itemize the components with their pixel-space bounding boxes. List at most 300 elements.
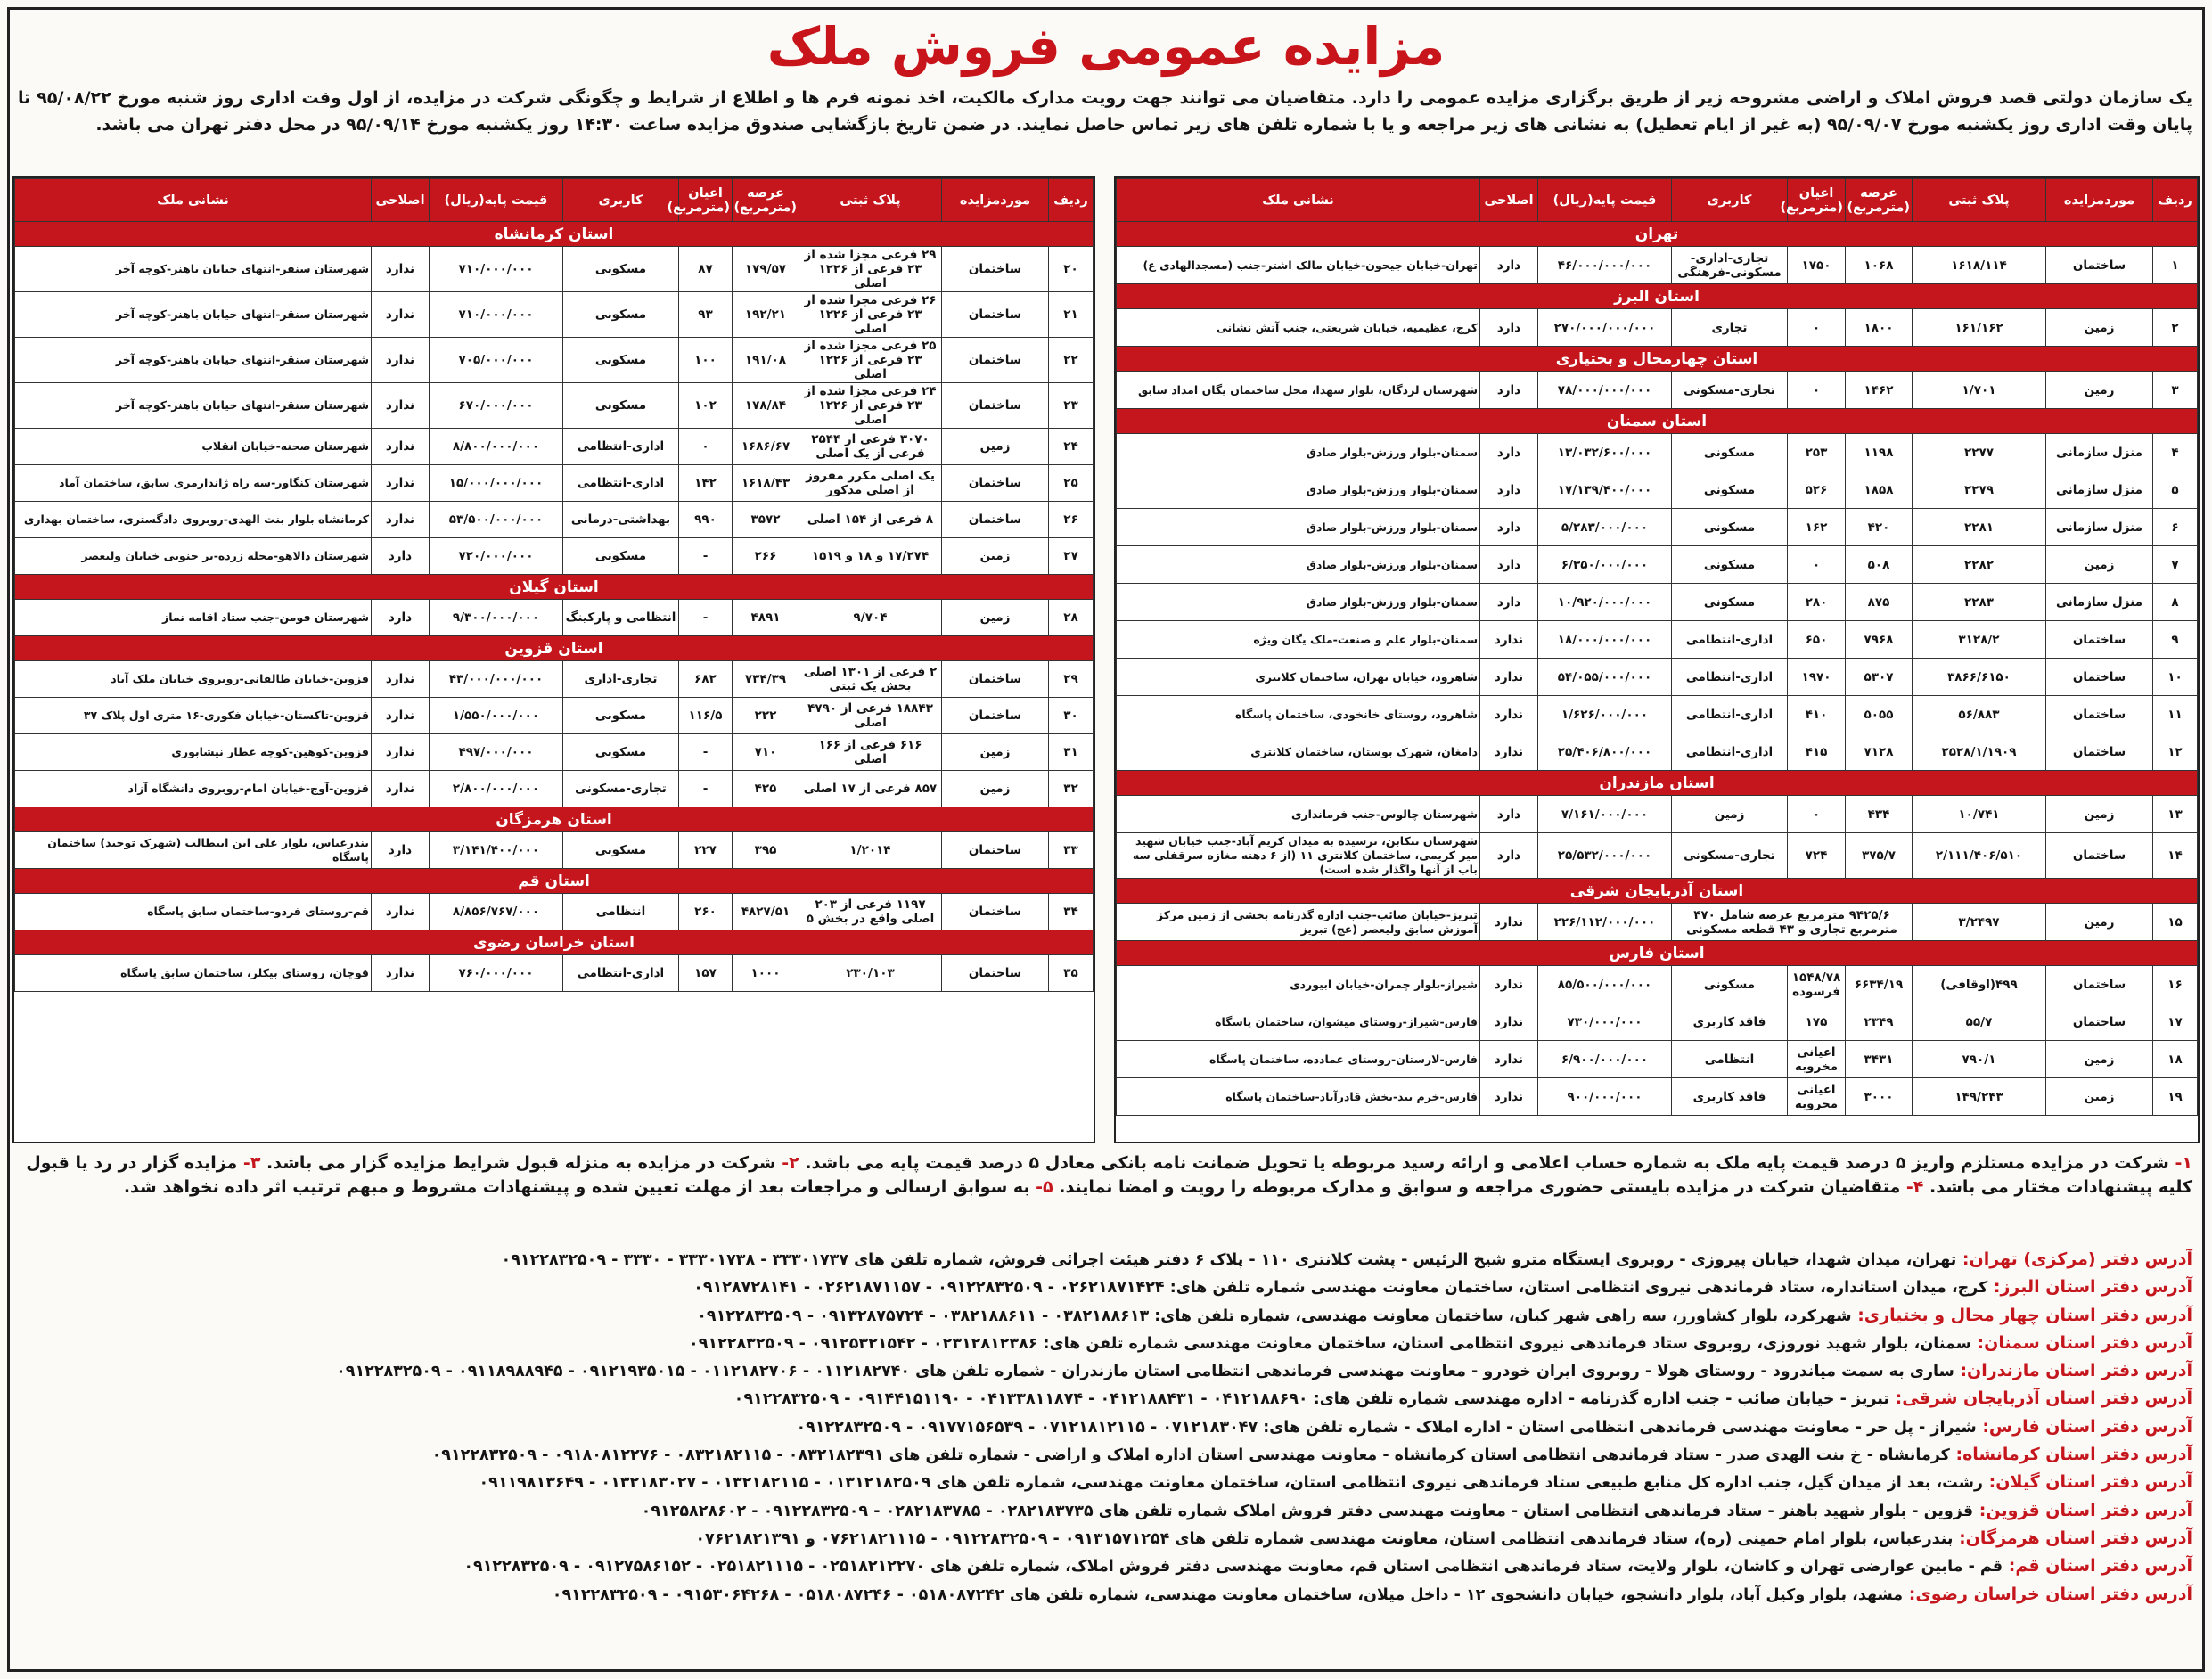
table-cell: ۲۳ bbox=[1049, 383, 1094, 429]
table-row bbox=[15, 383, 1094, 429]
table-cell: شاهرود، خیابان تهران، ساختمان کلانتری bbox=[1117, 659, 1480, 696]
table-cell: ۲۶۰ bbox=[679, 894, 733, 930]
intro-paragraph: یک سازمان دولتی قصد فروش املاک و اراضی مشروحه زیر از طریق برگزاری مزایده عمومی را دارد. متقاضیان می توانند جهت رویت مدارک مالکیت، اخذ نمونه فرم ها و اطلاع از شرایط و چگونگی شرکت در مزایده، از اول وقت اداری روز شنبه مورخ ۹۵/۰۸/۲۲ تا پایان وقت اداری روز یکشنبه مورخ ۹۵/۰۹/۰۷ (به غیر از ایام تعطیل) به نشانی های زیر مراجعه و یا با شماره تلفن های زیر تماس حاصل نمایند. در ضمن تاریخ بازگشایی صندوق مزایده ساعت ۱۴:۳۰ روز یکشنبه مورخ ۹۵/۰۹/۱۴ در محل دفتر تهران می باشد. bbox=[18, 88, 2193, 135]
province-header-row bbox=[1117, 771, 2198, 796]
table-cell: - bbox=[679, 771, 733, 807]
table-cell: ۱۳/۰۳۲/۶۰۰/۰۰۰ bbox=[1538, 434, 1672, 471]
table-cell: مسکونی bbox=[563, 292, 679, 338]
table-cell: ۳۱۲۸/۲ bbox=[1913, 621, 2046, 659]
address-label: آدرس دفتر استان چهار محال و بختیاری: bbox=[1851, 1305, 2192, 1325]
table-cell: ۶۶۳۴/۱۹ bbox=[1846, 966, 1913, 1003]
address-text: تبریز - خیابان صائب - جنب اداره گذرنامه - اداره مهندسی شماره تلفن های: ۰۴۱۲۱۸۸۶۹۰ - ۰۴۱۲۱۸۸۴۳۱ - ۰۴۱۳۳۸۱۱۸۷۴ - ۰۹۱۴۴۱۵۱۱۹۰ - ۰۹۱۲۲۸۳۲۵۰۹ bbox=[733, 1390, 1890, 1409]
table-cell: ۱/۵۵۰/۰۰۰/۰۰۰ bbox=[430, 698, 563, 734]
province-name: استان قم bbox=[15, 869, 1094, 894]
table-cell: شهرستان سنقر-انتهای خیابان باهنر-کوچه آخر bbox=[15, 383, 372, 429]
table-cell: قم-روستای فردو-ساختمان سابق پاسگاه bbox=[15, 894, 372, 930]
province-header-row bbox=[15, 807, 1094, 832]
table-cell: ۴۱۵ bbox=[1788, 733, 1846, 771]
note-text: مزایده گزار در رد یا قبول کلیه پیشنهادات مختار می باشد. bbox=[26, 1153, 2192, 1197]
table-cell: دارد bbox=[372, 538, 430, 575]
table-row bbox=[15, 771, 1094, 807]
table-cell: ۰ bbox=[1788, 546, 1846, 584]
table-row bbox=[1117, 247, 2198, 284]
address-text: شیراز - پل حر - معاونت مهندسی فرماندهی انتظامی استان - اداره املاک - شماره تلفن های: ۰۷۱۲۱۸۳۰۴۷ - ۰۷۱۲۱۸۱۲۱۱۵ - ۰۹۱۷۷۱۵۶۵۳۹ - ۰۹۱۲۲۸۳۲۵۰۹ bbox=[796, 1418, 1977, 1437]
table-cell: دارد bbox=[1480, 584, 1538, 621]
table-cell: ۳۸۶۶/۶۱۵۰ bbox=[1913, 659, 2046, 696]
table-cell: ۳۲ bbox=[1049, 771, 1094, 807]
table-row bbox=[15, 698, 1094, 734]
table-cell: ۲۲۷۹ bbox=[1913, 471, 2046, 509]
table-cell: اعیانی مخروبه bbox=[1788, 1041, 1846, 1078]
table-cell: شهرستان فومن-جنب ستاد اقامه نماز bbox=[15, 600, 372, 636]
table-header bbox=[1117, 179, 2198, 222]
table-cell: ندارد bbox=[372, 292, 430, 338]
table-row bbox=[15, 734, 1094, 771]
table-cell: ۷۸/۰۰۰/۰۰۰/۰۰۰ bbox=[1538, 372, 1672, 409]
table-cell: ۴۶/۰۰۰/۰۰۰/۰۰۰ bbox=[1538, 247, 1672, 284]
table-row bbox=[1117, 434, 2198, 471]
table-cell: ۱۸۵۸ bbox=[1846, 471, 1913, 509]
table-cell: ۲۶ bbox=[1049, 502, 1094, 538]
note-item bbox=[260, 1153, 799, 1173]
table-cell: ۲/۱۱۱/۴۰۶/۵۱۰ bbox=[1913, 833, 2046, 879]
table-cell: ۰ bbox=[679, 429, 733, 465]
table-cell: ساختمان bbox=[942, 832, 1049, 869]
table-cell: کرمانشاه بلوار بنت الهدی-روبروی دادگستری، ساختمان بهداری bbox=[15, 502, 372, 538]
note-number: ۲- bbox=[775, 1153, 799, 1173]
table-cell: ۸/۸۵۶/۷۶۷/۰۰۰ bbox=[430, 894, 563, 930]
table-cell: ۳۵۷۲ bbox=[733, 502, 799, 538]
table-cell: ۲۶۶ bbox=[733, 538, 799, 575]
table-cell: ۴۹۹(اوقافی) bbox=[1913, 966, 2046, 1003]
table-cell: زمین bbox=[2046, 372, 2153, 409]
table-cell: ۱۱۶/۵ bbox=[679, 698, 733, 734]
table-cell: دارد bbox=[1480, 471, 1538, 509]
province-name: استان کرمانشاه bbox=[15, 222, 1094, 247]
table-cell: زمین bbox=[2046, 309, 2153, 347]
table-row bbox=[15, 338, 1094, 383]
table-cell: ۴۸۹۱ bbox=[733, 600, 799, 636]
column-header: ردیف bbox=[1049, 179, 1094, 222]
table-cell: ساختمان bbox=[2046, 696, 2153, 733]
column-header: اصلاحی bbox=[372, 179, 430, 222]
address-line bbox=[18, 1385, 2192, 1413]
province-header-row bbox=[15, 575, 1094, 600]
province-name: تهران bbox=[1117, 222, 2198, 247]
table-cell: ۴ bbox=[2153, 434, 2198, 471]
table-row bbox=[1117, 584, 2198, 621]
table-cell: ۵۶/۸۸۳ bbox=[1913, 696, 2046, 733]
table-cell: ندارد bbox=[1480, 966, 1538, 1003]
table-cell: ساختمان bbox=[942, 383, 1049, 429]
table-cell: مسکونی bbox=[1672, 471, 1788, 509]
table-cell: ۱۹۱/۰۸ bbox=[733, 338, 799, 383]
table-cell: مسکونی bbox=[563, 383, 679, 429]
table-cell: ساختمان bbox=[2046, 247, 2153, 284]
table-cell: ندارد bbox=[372, 734, 430, 771]
table-cell: ۱۷۹/۵۷ bbox=[733, 247, 799, 292]
table-cell: قزوین-تاکستان-خیابان فکوری-۱۶ متری اول پلاک ۳۷ bbox=[15, 698, 372, 734]
table-cell: ندارد bbox=[372, 429, 430, 465]
table-cell: ۱۸/۰۰۰/۰۰۰/۰۰۰ bbox=[1538, 621, 1672, 659]
table-row bbox=[1117, 904, 2198, 941]
table-cell: ۱۴۹/۲۴۳ bbox=[1913, 1078, 2046, 1116]
province-header-row bbox=[1117, 284, 2198, 309]
table-cell: ۲۹ bbox=[1049, 661, 1094, 698]
province-name: استان البرز bbox=[1117, 284, 2198, 309]
table-cell: ندارد bbox=[1480, 621, 1538, 659]
table-cell: ۵۲۶ bbox=[1788, 471, 1846, 509]
table-cell: ۶/۹۰۰/۰۰۰/۰۰۰ bbox=[1538, 1041, 1672, 1078]
table-cell: سمنان-بلوار ورزش-بلوار صادق bbox=[1117, 584, 1480, 621]
table-cell: ۲۷ bbox=[1049, 538, 1094, 575]
note-item bbox=[124, 1177, 1053, 1197]
address-label: آدرس دفتر استان آذربایجان شرقی: bbox=[1889, 1388, 2192, 1409]
table-cell: ۲۵ فرعی مجزا شده از ۲۳ فرعی از ۱۲۲۶ اصلی bbox=[799, 338, 942, 383]
table-cell: تجاری-اداری-مسکونی-فرهنگی bbox=[1672, 247, 1788, 284]
table-cell: منزل سازمانی bbox=[2046, 509, 2153, 546]
province-header-row bbox=[1117, 347, 2198, 372]
table-cell: ۵ bbox=[2153, 471, 2198, 509]
table-cell: مسکونی bbox=[1672, 509, 1788, 546]
table-cell: ۴۳/۰۰۰/۰۰۰/۰۰۰ bbox=[430, 661, 563, 698]
table-row bbox=[1117, 372, 2198, 409]
table-cell: ساختمان bbox=[942, 292, 1049, 338]
table-cell: ۷۱۰ bbox=[733, 734, 799, 771]
table-cell: ۵۵/۷ bbox=[1913, 1003, 2046, 1041]
table-cell: ۷۲۴ bbox=[1788, 833, 1846, 879]
table-cell: ۱۸۰۰ bbox=[1846, 309, 1913, 347]
table-cell: ۹۹۰ bbox=[679, 502, 733, 538]
address-label: آدرس دفتر استان مازندران: bbox=[1954, 1361, 2192, 1381]
table-cell: ۷/۱۶۱/۰۰۰/۰۰۰ bbox=[1538, 796, 1672, 833]
column-header: قیمت پایه(ریال) bbox=[430, 179, 563, 222]
table-cell: سمنان-بلوار علم و صنعت-ملک یگان ویژه bbox=[1117, 621, 1480, 659]
table-cell: مسکونی bbox=[1672, 966, 1788, 1003]
table-cell: منزل سازمانی bbox=[2046, 584, 2153, 621]
address-label: آدرس دفتر (مرکزی) تهران: bbox=[1956, 1249, 2192, 1269]
table-cell: ۴۸۲۷/۵۱ bbox=[733, 894, 799, 930]
table-cell: ۵/۲۸۳/۰۰۰/۰۰۰ bbox=[1538, 509, 1672, 546]
address-text: سمنان، بلوار شهید نوروزی، روبروی ستاد فرماندهی نیروی انتظامی استان، ساختمان معاونت مهندسی شماره تلفن های: ۰۲۳۱۲۸۱۲۳۸۶ - ۰۹۱۲۵۳۲۱۵۴۲ - ۰۹۱۲۲۸۳۲۵۰۹ bbox=[689, 1334, 1971, 1353]
table-cell: ساختمان bbox=[942, 955, 1049, 992]
table-cell: اداری-انتظامی bbox=[563, 429, 679, 465]
address-label: آدرس دفتر استان قزوین: bbox=[1973, 1500, 2192, 1520]
table-cell: ۱۰/۷۴۱ bbox=[1913, 796, 2046, 833]
table-cell: ۴۳۴ bbox=[1846, 796, 1913, 833]
address-line bbox=[18, 1497, 2192, 1525]
table-cell: ۲۲۶/۱۱۲/۰۰۰/۰۰۰ bbox=[1538, 904, 1672, 941]
column-header: عرصه (مترمربع) bbox=[733, 179, 799, 222]
ad-title: مزایده عمومی فروش ملک bbox=[766, 16, 1446, 77]
table-cell: ندارد bbox=[1480, 904, 1538, 941]
table-cell: منزل سازمانی bbox=[2046, 471, 2153, 509]
table-cell: شهرستان سنقر-انتهای خیابان باهنر-کوچه آخر bbox=[15, 338, 372, 383]
table-cell: ۳۱ bbox=[1049, 734, 1094, 771]
table-cell: ۱۱ bbox=[2153, 696, 2198, 733]
table-cell: ۳/۱۴۱/۴۰۰/۰۰۰ bbox=[430, 832, 563, 869]
table-cell: ۳۰۷۰ فرعی از ۲۵۴۴ فرعی از یک اصلی bbox=[799, 429, 942, 465]
table-cell: ۱۴۶۲ bbox=[1846, 372, 1913, 409]
table-cell: ۷ bbox=[2153, 546, 2198, 584]
column-header: اعیان (مترمربع) bbox=[679, 179, 733, 222]
table-cell: ۳/۲۴۹۷ bbox=[1913, 904, 2046, 941]
table-cell: ۱۷/۲۷۴ و ۱۸ و ۱۵۱۹ bbox=[799, 538, 942, 575]
table-cell: ۲۵ bbox=[1049, 465, 1094, 502]
table-cell: ساختمان bbox=[2046, 621, 2153, 659]
table-cell: ۶۷۰/۰۰۰/۰۰۰ bbox=[430, 383, 563, 429]
column-header: موردمزایده bbox=[942, 179, 1049, 222]
table-cell: ۱۶۱۸/۱۱۴ bbox=[1913, 247, 2046, 284]
table-cell: ۱/۷۰۱ bbox=[1913, 372, 2046, 409]
province-header-row bbox=[15, 636, 1094, 661]
table-cell: ۱۳ bbox=[2153, 796, 2198, 833]
address-line bbox=[18, 1525, 2192, 1552]
table-cell: ۱۷۵۰ bbox=[1788, 247, 1846, 284]
table-cell: ۱۰/۹۲۰/۰۰۰/۰۰۰ bbox=[1538, 584, 1672, 621]
address-label: آدرس دفتر استان خراسان رضوی: bbox=[1903, 1584, 2192, 1604]
table-cell: ۸۵/۵۰۰/۰۰۰/۰۰۰ bbox=[1538, 966, 1672, 1003]
table-cell: شهرستان تنکابن، نرسیده به میدان کریم آباد-جنب خیابان شهید میر کریمی، ساختمان کلانتری ۱۱ (از ۶ دهنه مغازه سرقفلی سه باب از آنها واگذار شده است) bbox=[1117, 833, 1480, 879]
table-cell: ۱۶۱۸/۴۳ bbox=[733, 465, 799, 502]
table-cell: ۳۳ bbox=[1049, 832, 1094, 869]
table-cell: سمنان-بلوار ورزش-بلوار صادق bbox=[1117, 434, 1480, 471]
province-name: استان قزوین bbox=[15, 636, 1094, 661]
table-cell: ۲۶ فرعی مجزا شده از ۲۳ فرعی از ۱۲۲۶ اصلی bbox=[799, 292, 942, 338]
table-cell: ۲۳۴۹ bbox=[1846, 1003, 1913, 1041]
table-cell: دارد bbox=[1480, 247, 1538, 284]
table-cell: بهداشتی-درمانی bbox=[563, 502, 679, 538]
auction-table-right bbox=[1116, 178, 2198, 1116]
table-cell: سمنان-بلوار ورزش-بلوار صادق bbox=[1117, 471, 1480, 509]
table-cell: سمنان-بلوار ورزش-بلوار صادق bbox=[1117, 546, 1480, 584]
address-line bbox=[18, 1469, 2192, 1496]
column-header: نشانی ملک bbox=[1117, 179, 1480, 222]
table-row bbox=[1117, 509, 2198, 546]
table-cell: دارد bbox=[1480, 434, 1538, 471]
province-header-row bbox=[1117, 879, 2198, 904]
table-row bbox=[1117, 546, 2198, 584]
province-name: استان خراسان رضوی bbox=[15, 930, 1094, 955]
table-cell: ساختمان bbox=[2046, 1003, 2153, 1041]
table-cell: زمین bbox=[2046, 546, 2153, 584]
table-cell: ساختمان bbox=[942, 502, 1049, 538]
table-cell: منزل سازمانی bbox=[2046, 434, 2153, 471]
table-cell: تبریز-خیابان صائب-جنب اداره گذرنامه بخشی از زمین مرکز آموزش سابق ولیعصر (عج) تبریز bbox=[1117, 904, 1480, 941]
table-cell: ۷۶۰/۰۰۰/۰۰۰ bbox=[430, 955, 563, 992]
table-cell: ۹ bbox=[2153, 621, 2198, 659]
table-cell: شهرستان دالاهو-محله زرده-بر جنوبی خیابان ولیعصر bbox=[15, 538, 372, 575]
address-text: شهرکرد، بلوار کشاورز، سه راهی شهر کیان، ساختمان معاونت مهندسی، شماره تلفن های: ۰۳۸۲۱۸۸۶۱۳ - ۰۳۸۲۱۸۸۶۱۱ - ۰۹۱۳۲۸۷۵۷۲۴ - ۰۹۱۲۲۸۳۲۵۰۹ bbox=[697, 1306, 1852, 1325]
column-header: عرصه (مترمربع) bbox=[1846, 179, 1913, 222]
table-cell: - bbox=[679, 538, 733, 575]
conditions-notes bbox=[18, 1151, 2192, 1200]
table-cell: ندارد bbox=[372, 698, 430, 734]
address-text: مشهد، بلوار وکیل آباد، بلوار دانشجو، خیابان دانشجوی ۱۲ - داخل میلان، ساختمان معاونت مهندسی، شماره تلفن های ۰۵۱۸۰۸۷۲۴۲ - ۰۵۱۸۰۸۷۲۴۶ - ۰۹۱۵۳۰۶۴۲۶۸ - ۰۹۱۲۲۸۳۲۵۰۹ bbox=[552, 1585, 1904, 1604]
table-cell: مسکونی bbox=[1672, 434, 1788, 471]
table-cell: ۱۷ bbox=[2153, 1003, 2198, 1041]
column-header: اصلاحی bbox=[1480, 179, 1538, 222]
table-cell: ۲۲۸۳ bbox=[1913, 584, 2046, 621]
province-name: استان آذربایجان شرقی bbox=[1117, 879, 2198, 904]
table-cell: ۲۲۸۲ bbox=[1913, 546, 2046, 584]
table-row bbox=[15, 832, 1094, 869]
table-cell: شهرستان کنگاور-سه راه ژاندارمری سابق، ساختمان آماد bbox=[15, 465, 372, 502]
province-header-row bbox=[15, 930, 1094, 955]
table-cell: زمین bbox=[942, 538, 1049, 575]
note-text: شرکت در مزایده به منزله قبول شرایط مزایده گزار می باشد. bbox=[260, 1153, 776, 1173]
table-cell: ساختمان bbox=[942, 698, 1049, 734]
table-cell: ۱۸۸۴۳ فرعی از ۴۷۹۰ اصلی bbox=[799, 698, 942, 734]
table-cell: ۷۲۰/۰۰۰/۰۰۰ bbox=[430, 538, 563, 575]
address-line bbox=[18, 1274, 2192, 1301]
table-cell: ۱۷۵ bbox=[1788, 1003, 1846, 1041]
table-cell: ۶۵۰ bbox=[1788, 621, 1846, 659]
note-number: ۱- bbox=[2168, 1153, 2192, 1173]
table-cell: ساختمان bbox=[942, 338, 1049, 383]
table-cell: ۱۶۲ bbox=[1788, 509, 1846, 546]
table-cell: قوچان، روستای بیکلر، ساختمان سابق پاسگاه bbox=[15, 955, 372, 992]
table-cell: انتظامی و پارکینگ bbox=[563, 600, 679, 636]
address-line bbox=[18, 1413, 2192, 1441]
table-cell: ۲ فرعی از ۱۳۰۱ اصلی بخش یک ثبتی bbox=[799, 661, 942, 698]
table-cell: زمین bbox=[942, 429, 1049, 465]
table-cell: ۱ bbox=[2153, 247, 2198, 284]
table-row bbox=[1117, 471, 2198, 509]
table-cell: زمین bbox=[2046, 904, 2153, 941]
table-cell: مسکونی bbox=[563, 832, 679, 869]
table-cell: ۹/۷۰۴ bbox=[799, 600, 942, 636]
table-cell: ۸۷ bbox=[679, 247, 733, 292]
table-cell: ۷۹۶۸ bbox=[1846, 621, 1913, 659]
table-cell: ۱۰۲ bbox=[679, 383, 733, 429]
table-cell: ساختمان bbox=[2046, 659, 2153, 696]
province-header-row bbox=[15, 222, 1094, 247]
table-cell: ۲۲۷۷ bbox=[1913, 434, 2046, 471]
address-label: آدرس دفتر استان سمنان: bbox=[1970, 1332, 2192, 1353]
table-row bbox=[15, 292, 1094, 338]
table-cell: ۱۰۶۸ bbox=[1846, 247, 1913, 284]
table-cell: ندارد bbox=[1480, 659, 1538, 696]
table-row bbox=[15, 429, 1094, 465]
table-cell: - bbox=[679, 600, 733, 636]
table-cell: فاقد کاربری bbox=[1672, 1078, 1788, 1116]
table-cell: مسکونی bbox=[563, 734, 679, 771]
table-row bbox=[1117, 733, 2198, 771]
table-cell: ندارد bbox=[372, 955, 430, 992]
province-name: استان گیلان bbox=[15, 575, 1094, 600]
column-header: کاربری bbox=[563, 179, 679, 222]
address-label: آدرس دفتر استان کرمانشاه: bbox=[1949, 1445, 2192, 1465]
table-row bbox=[1117, 1003, 2198, 1041]
table-cell: ۹۴۲۵/۶ مترمربع عرصه شامل ۴۷۰ مترمربع تجاری و ۴۳ قطعه مسکونی bbox=[1672, 904, 1913, 941]
table-cell: ساختمان bbox=[2046, 733, 2153, 771]
column-header: ردیف bbox=[2153, 179, 2198, 222]
table-cell: ندارد bbox=[372, 338, 430, 383]
note-text: شرکت در مزایده مستلزم واریز ۵ درصد قیمت پایه ملک به شماره حساب اعلامی و ارائه رسید مربوطه یا تحویل ضمانت نامه بانکی معادل ۵ درصد قیمت پایه می باشد. bbox=[799, 1153, 2169, 1173]
table-cell: ندارد bbox=[372, 465, 430, 502]
table-cell: ۹۰۰/۰۰۰/۰۰۰ bbox=[1538, 1078, 1672, 1116]
table-cell: دارد bbox=[1480, 796, 1538, 833]
note-text: به سوابق ارسالی و مراجعات بعد از مهلت تعیین شده و پیشنهادات مشروط و مبهم ترتیب اثر داده نخواهد شد. bbox=[123, 1177, 1030, 1197]
table-cell: ۱۷۸/۸۴ bbox=[733, 383, 799, 429]
table-cell: شاهرود، روستای خانخودی، ساختمان پاسگاه bbox=[1117, 696, 1480, 733]
table-cell: ۲۵۳ bbox=[1788, 434, 1846, 471]
table-row bbox=[15, 894, 1094, 930]
table-cell: ۳۹۵ bbox=[733, 832, 799, 869]
table-cell: ندارد bbox=[1480, 696, 1538, 733]
table-cell: ۳۵ bbox=[1049, 955, 1094, 992]
table-cell: یک اصلی مکرر مفروز از اصلی مذکور bbox=[799, 465, 942, 502]
table-row bbox=[1117, 796, 2198, 833]
table-row bbox=[15, 955, 1094, 992]
table-cell: دامغان، شهرک بوستان، ساختمان کلانتری bbox=[1117, 733, 1480, 771]
table-cell: ندارد bbox=[372, 771, 430, 807]
table-cell: دارد bbox=[372, 600, 430, 636]
address-line bbox=[18, 1302, 2192, 1330]
table-cell: فارس-لارستان-روستای عمادده، ساختمان پاسگاه bbox=[1117, 1041, 1480, 1078]
table-cell: ۶/۳۵۰/۰۰۰/۰۰۰ bbox=[1538, 546, 1672, 584]
table-cell: ندارد bbox=[372, 894, 430, 930]
table-cell: مسکونی bbox=[1672, 584, 1788, 621]
table-cell: دارد bbox=[1480, 509, 1538, 546]
table-cell: ۲۵/۵۳۲/۰۰۰/۰۰۰ bbox=[1538, 833, 1672, 879]
table-row bbox=[1117, 659, 2198, 696]
table-cell: ۲/۸۰۰/۰۰۰/۰۰۰ bbox=[430, 771, 563, 807]
table-cell: ۷۰۵/۰۰۰/۰۰۰ bbox=[430, 338, 563, 383]
table-cell: ۲۴ bbox=[1049, 429, 1094, 465]
table-cell: ۳ bbox=[2153, 372, 2198, 409]
table-row bbox=[1117, 309, 2198, 347]
table-cell: زمین bbox=[2046, 1078, 2153, 1116]
table-cell: ساختمان bbox=[942, 247, 1049, 292]
column-header: قیمت پایه(ریال) bbox=[1538, 179, 1672, 222]
table-cell: ۲۴ فرعی مجزا شده از ۲۳ فرعی از ۱۲۲۶ اصلی bbox=[799, 383, 942, 429]
table-cell: ۶۱۶ فرعی از ۱۶۶ اصلی bbox=[799, 734, 942, 771]
table-cell: شهرستان چالوس-جنب فرمانداری bbox=[1117, 796, 1480, 833]
table-cell: ۲۲۷ bbox=[679, 832, 733, 869]
table-cell: ۵۳/۵۰۰/۰۰۰/۰۰۰ bbox=[430, 502, 563, 538]
address-text: کرج، میدان استانداره، ستاد فرماندهی نیروی انتظامی استان، ساختمان معاونت مهندسی شماره تلفن های: ۰۲۶۲۱۸۷۱۴۲۴ - ۰۹۱۲۲۸۳۲۵۰۹ - ۰۲۶۲۱۸۷۱۱۵۷ - ۰۹۱۲۸۷۲۸۱۴۱ bbox=[693, 1279, 1988, 1298]
table-cell: ۵۴/۰۵۵/۰۰۰/۰۰۰ bbox=[1538, 659, 1672, 696]
table-cell: ۷۱۰/۰۰۰/۰۰۰ bbox=[430, 247, 563, 292]
column-header: اعیان (مترمربع) bbox=[1788, 179, 1846, 222]
table-cell: ۲۳۰/۱۰۳ bbox=[799, 955, 942, 992]
table-cell: مسکونی bbox=[1672, 546, 1788, 584]
table-row bbox=[15, 661, 1094, 698]
column-header: پلاک ثبتی bbox=[1913, 179, 2046, 222]
table-cell: تجاری bbox=[1672, 309, 1788, 347]
table-cell: ۰ bbox=[1788, 309, 1846, 347]
address-line bbox=[18, 1441, 2192, 1469]
table-cell: ۳۷۵/۷ bbox=[1846, 833, 1913, 879]
table-cell: ۱۵۴۸/۷۸ فرسوده bbox=[1788, 966, 1846, 1003]
table-cell: ۶ bbox=[2153, 509, 2198, 546]
province-header-row bbox=[15, 869, 1094, 894]
address-text: تهران، میدان شهدا، خیابان پیروزی - روبروی ایستگاه مترو شیخ الرئیس - پشت کلانتری ۱۱۰ - پلاک ۶ دفتر هیئت اجرائی فروش، شماره تلفن های ۳۳۳۰۱۷۳۷ - ۳۳۳۰۱۷۳۸ - ۳۳۳۰ - ۰۹۱۲۲۸۳۲۵۰۹ bbox=[501, 1251, 1957, 1269]
table-cell: ۸۷۵ bbox=[1846, 584, 1913, 621]
table-cell: ۲۲۲ bbox=[733, 698, 799, 734]
table-cell: ۲۲ bbox=[1049, 338, 1094, 383]
note-number: ۳- bbox=[237, 1153, 261, 1173]
column-header: موردمزایده bbox=[2046, 179, 2153, 222]
province-name: استان چهارمحال و بختیاری bbox=[1117, 347, 2198, 372]
table-row bbox=[15, 502, 1094, 538]
table-cell: ۱۲ bbox=[2153, 733, 2198, 771]
table-cell: اداری-انتظامی bbox=[563, 465, 679, 502]
note-number: ۵- bbox=[1029, 1177, 1053, 1197]
table-cell: ۳۰۰۰ bbox=[1846, 1078, 1913, 1116]
